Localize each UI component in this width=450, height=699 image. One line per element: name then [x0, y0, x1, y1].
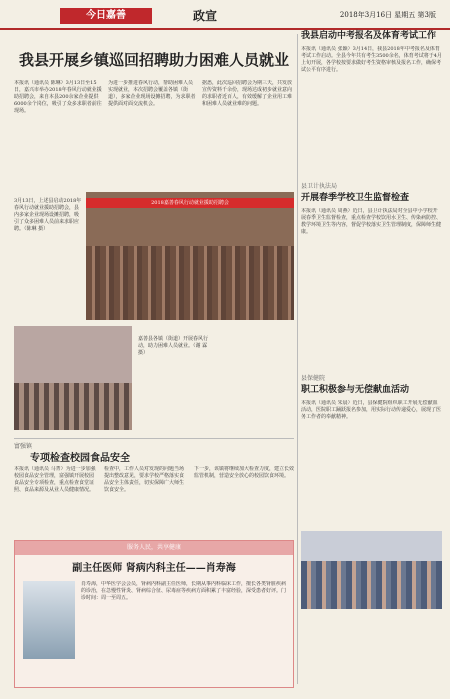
- second-photo-caption: 嘉善县各镇（街道）开展春风行动，助力困难人员就业。（谢 霖 摄）: [138, 336, 209, 356]
- photo-banner: 2018嘉善春风行动就业援助招聘会: [86, 198, 294, 208]
- doctor-photo: [23, 581, 75, 659]
- lead-headline: 我县开展乡镇巡回招聘助力困难人员就业: [18, 51, 289, 69]
- news-section-2: 县卫计执法局: [301, 183, 338, 190]
- news-text-1: 本报讯（通讯员 张颖）3月14日，我县2018年中考报名及体育考试工作启动。全县今年共有考生3500余名，体育考试将于4月上旬开展，各学校按要求做好考生资格审核及报名工作，确保考试公平有序进行。: [301, 46, 442, 73]
- news-title-1: 我县启动中考报名及体育考试工作: [301, 31, 437, 41]
- news-section-3: 县保健院: [301, 375, 326, 382]
- second-photo: [14, 326, 132, 430]
- masthead: [0, 0, 450, 30]
- doctor-description: 肖寿海，中华医学会会员，肾病内科副主任医师，长期从事内科临床工作，擅长各类肾脏疾病的诊治，在急慢性肾炎、肾病综合征、尿毒症等疾病方面积累了丰富经验，深受患者好评。门诊时间：周一至周五。: [81, 581, 287, 601]
- blood-photo-shape: [301, 561, 442, 609]
- food-paragraph-1: 本报讯（通讯员 马菁）为进一步加强校园食品安全管理，富强镇开展校园食品安全专项检查，重点检查食堂证照、食品来源及从业人员健康情况。: [14, 466, 96, 493]
- section-divider: [14, 438, 294, 439]
- right-news-item-3: [301, 373, 442, 525]
- right-news-column: [301, 30, 442, 609]
- news-text-2: 本报讯（通讯员 周燕）近日，县卫计执法局对全县中小学校开展春季卫生监督检查，重点检查学校饮用水卫生、传染病防控、教学环境卫生等内容，督促学校落实卫生管理制度，保障师生健康。: [301, 208, 442, 235]
- lead-paragraph-2: 为进一步推进春风行动，帮助困难人员实现就业，本次招聘会覆盖各镇（街道），多家企业现场设摊招聘，为求职者提供面对面交流机会。: [108, 80, 196, 107]
- food-paragraph-3: 下一步，该镇将继续加大检查力度，建立长效监管机制，营造安全放心的校园饮食环境。: [194, 466, 294, 479]
- doctor-title: 副主任医师 肾病内科主任——肖寿海: [72, 563, 236, 574]
- side-photo-caption: 3月13日，上述县启动2018年春风行动就业援助招聘会，县内多家企业现场设摊招聘，吸引了众多困难人员前来求职应聘。（陈琳 摄）: [14, 198, 82, 232]
- lead-paragraph-3: 据悉，此次巡回招聘会为期三天，共发放宣传资料千余份，现场达成初步就业意向的求职者近百人，有效缓解了企业用工难和困难人员就业难的问题。: [202, 80, 293, 107]
- food-headline: 专项检查校园食品安全: [30, 453, 130, 464]
- news-title-2: 开展春季学校卫生监督检查: [301, 193, 410, 203]
- food-paragraph-2: 检查中，工作人员对发现的问题当场提出整改意见，要求学校严格落实食品安全主体责任，切实保障广大师生饮食安全。: [104, 466, 185, 493]
- lead-paragraph-1: 本报讯（通讯员 陈琳）3月13日至15日，嘉兴市举办2018年春风行动就业援助招聘会，来自本县200余家企业提供6000余个岗位，吸引了众多求职者前往现场。: [14, 80, 102, 114]
- news-title-3: 职工积极参与无偿献血活动: [301, 385, 410, 395]
- food-section-label: 富强镇: [14, 443, 33, 450]
- doctor-feature: [14, 540, 294, 688]
- blood-donation-photo: [301, 531, 442, 609]
- recruitment-photo: [86, 192, 294, 320]
- doctor-banner: 服务人民，共享健康: [15, 541, 293, 555]
- section-title: 政宣: [193, 9, 218, 23]
- right-news-item-2: [301, 181, 442, 373]
- news-text-3: 本报讯（通讯员 朱晨）近日，县保健院组织职工开展无偿献血活动，医院职工踊跃报名参加，用实际行动传递爱心，展现了医务工作者的奉献精神。: [301, 400, 442, 420]
- crowd-shape: [86, 246, 294, 320]
- right-news-item-1: [301, 30, 442, 181]
- column-divider: [297, 34, 298, 684]
- paper-logo: 今日嘉善: [60, 8, 152, 24]
- issue-date: 2018年3月16日 星期五 第3版: [339, 11, 436, 19]
- second-photo-shape: [14, 383, 132, 430]
